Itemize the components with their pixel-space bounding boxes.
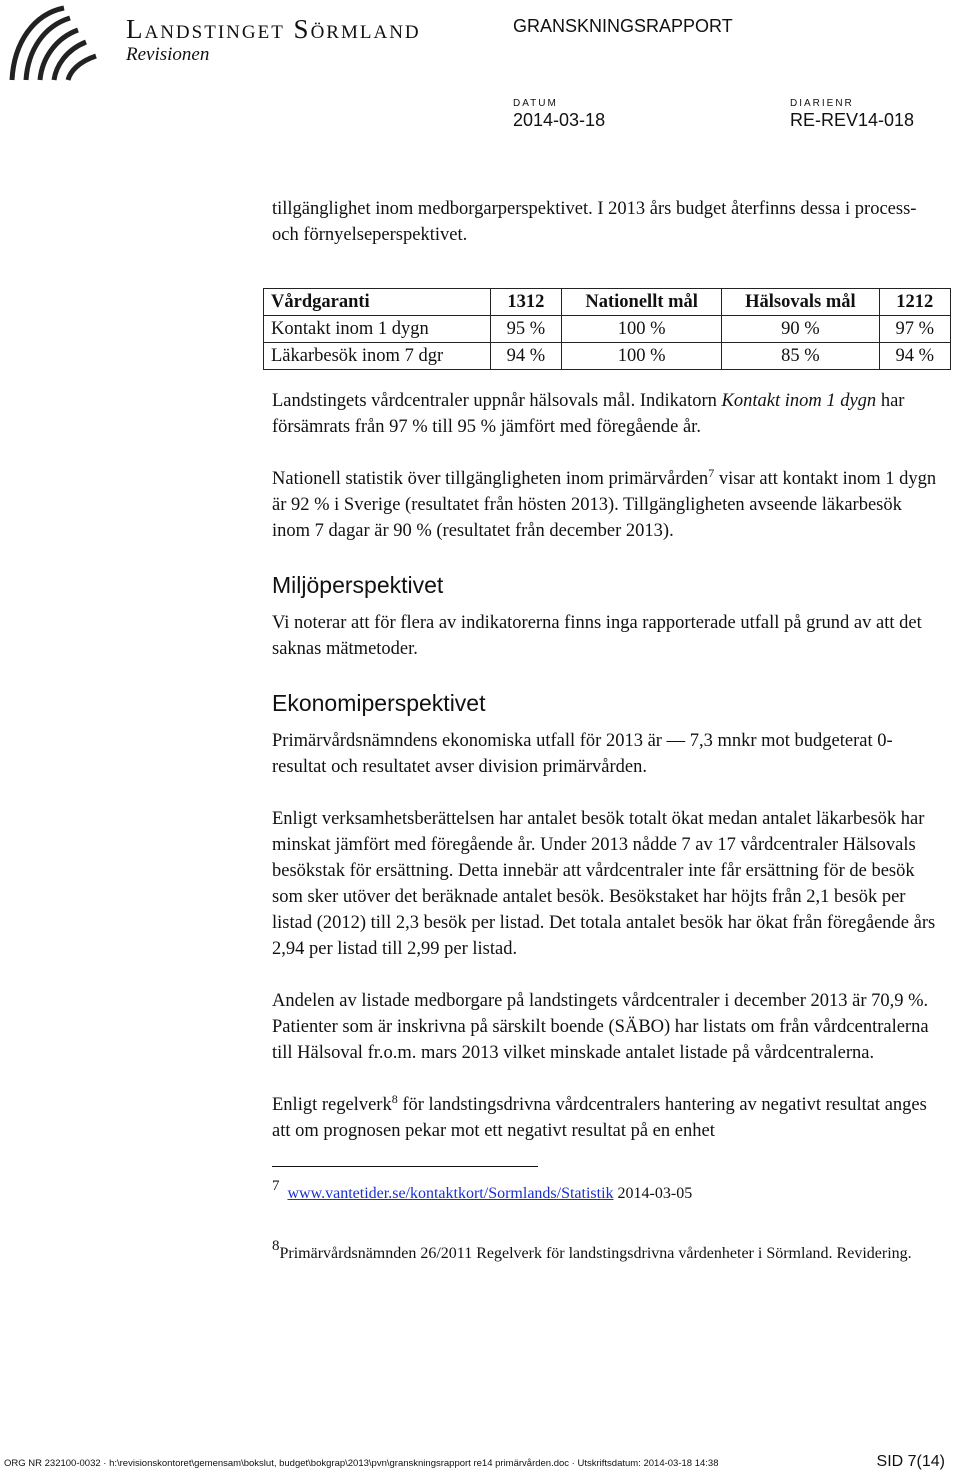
footnote-number: 7 — [272, 1178, 280, 1194]
footnote-text: 2014-03-05 — [613, 1185, 693, 1202]
org-name: Landstinget Sörmland — [126, 14, 421, 44]
table-cell: 97 % — [879, 316, 950, 343]
table-cell: 90 % — [722, 316, 879, 343]
footnote-ref[interactable]: 8 — [391, 1091, 398, 1106]
table-header-cell: 1312 — [490, 289, 561, 316]
indicator-emphasis: Kontakt inom 1 dygn — [721, 391, 877, 411]
reference-label: DIARIENR — [790, 98, 854, 109]
text-run: för landstingsdrivna vårdcentralers hantering av negativt resultat anges att om prognosen pekar mot ett negativt resultat på en enhet — [272, 1095, 927, 1141]
paragraph-halsoval — [272, 388, 937, 440]
intro-paragraph: tillgänglighet inom medborgarperspektivet. I 2013 års budget återfinns dessa i process- och förnyelseperspektivet. — [272, 199, 917, 245]
table-cell: 100 % — [562, 343, 722, 370]
paragraph-ekonomi-4 — [272, 1092, 937, 1144]
footnote-text: Primärvårdsnämnden 26/2011 Regelverk för landstingsdrivna vårdenheter i Sörmland. Revidering. — [279, 1245, 912, 1262]
paragraph-ekonomi-3: Andelen av listade medborgare på landstingets vårdcentraler i december 2013 är 70,9 %. Patienter som är inskrivna på särskilt boende (SÄBO) har listats om från vårdcentralerna till Hälsoval fr.o.m. mars 2013 vilket minskade antalet listade på vårdcentralerna. — [272, 991, 929, 1063]
vardgaranti-table — [263, 288, 951, 370]
text-run: Landstingets vårdcentraler uppnår hälsovals mål. Indikatorn — [272, 391, 722, 411]
footnote-ref[interactable]: 7 — [708, 465, 715, 480]
table-cell: 85 % — [722, 343, 879, 370]
footnote-number: 8 — [272, 1238, 280, 1254]
paragraph-ekonomi-1: Primärvårdsnämndens ekonomiska utfall för 2013 är — 7,3 mnkr mot budgeterat 0-resultat och resultatet avser division primärvården. — [272, 731, 893, 777]
org-subtitle: Revisionen — [126, 44, 210, 65]
landstinget-logo-icon — [4, 2, 108, 84]
date-value: 2014-03-18 — [513, 110, 606, 130]
reference-value: RE-REV14-018 — [790, 110, 915, 130]
document-type: GRANSKNINGSRAPPORT — [513, 16, 733, 36]
page-footer: ORG NR 232100-0032 · h:\revisionskontoret\gemensam\bokslut, budget\bokgrap\2013\pvn\granskningsrapport re14 primärvården.doc · Utskriftsdatum: 2014-03-18 14:38 — [4, 1458, 719, 1469]
table-row — [264, 316, 951, 343]
text-run: har försämrats från 97 % till 95 % jämfört med föregående år. — [272, 391, 905, 437]
text-run: Nationell statistik över tillgängligheten inom primärvården — [272, 469, 709, 489]
table-header-cell: Vårdgaranti — [264, 289, 491, 316]
paragraph-national-statistics — [272, 466, 937, 544]
page-number: SID 7(14) — [876, 1453, 945, 1470]
table-cell: 94 % — [879, 343, 950, 370]
table-row — [264, 343, 951, 370]
paragraph-ekonomi-2: Enligt verksamhetsberättelsen har antalet besök totalt ökat medan antalet läkarbesök har minskat jämfört med föregående år. Under 2013 nådde 7 av 17 vårdcentraler Hälsovals besökstak för ersättning. Detta innebär att vårdcentraler inte får ersättning för de besök som sker utöver det beräknade antalet besök. Besökstaket har höjts från 2,1 besök per listad (2012) till 2,3 besök per listad. Det totala antalet besök har ökat från föregående års 2,94 per listad till 2,99 per listad. — [272, 809, 936, 959]
table-header-cell: Nationellt mål — [562, 289, 722, 316]
table-cell: 100 % — [562, 316, 722, 343]
table-header-cell: 1212 — [879, 289, 950, 316]
table-cell: 95 % — [490, 316, 561, 343]
table-header-row — [264, 289, 951, 316]
heading-ekonomiperspektivet: Ekonomiperspektivet — [272, 690, 486, 716]
footnote-divider — [272, 1166, 538, 1167]
table-cell: Läkarbesök inom 7 dgr — [264, 343, 491, 370]
text-run: Enligt regelverk — [272, 1095, 392, 1115]
document-body — [272, 196, 937, 1265]
footnote-8 — [272, 1235, 937, 1265]
paragraph-miljo: Vi noterar att för flera av indikatorerna finns inga rapporterade utfall på grund av att det saknas mätmetoder. — [272, 613, 922, 659]
footnote-7 — [272, 1175, 937, 1205]
date-label: DATUM — [513, 98, 558, 109]
table-cell: Kontakt inom 1 dygn — [264, 316, 491, 343]
table-cell: 94 % — [490, 343, 561, 370]
text-run: visar att kontakt inom 1 dygn är 92 % i Sverige (resultatet från hösten 2013). Tillgängligheten avseende läkarbesök inom 7 dagar är 90 % (resultatet från december 2013). — [272, 469, 937, 541]
statistics-link[interactable]: www.vantetider.se/kontaktkort/Sormlands/Statistik — [287, 1185, 614, 1202]
table-header-cell: Hälsovals mål — [722, 289, 879, 316]
heading-miljoperspektivet: Miljöperspektivet — [272, 572, 444, 598]
